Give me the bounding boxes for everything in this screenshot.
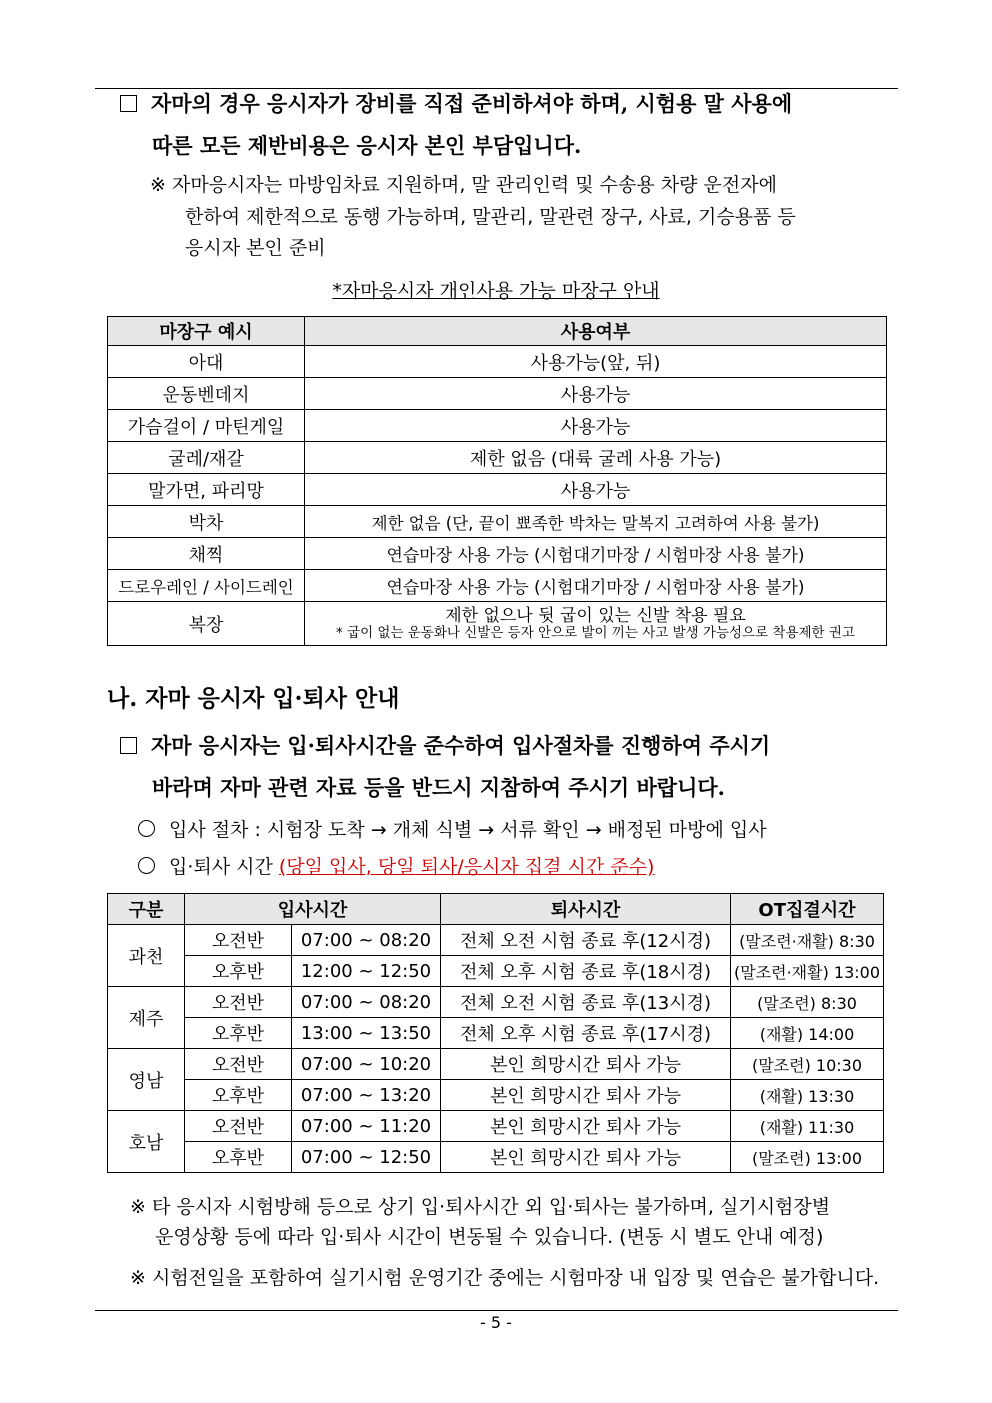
session-cell: 오후반 bbox=[185, 1142, 292, 1173]
exit-cell: 본인 희망시간 퇴사 가능 bbox=[441, 1142, 731, 1173]
table-row bbox=[108, 474, 887, 506]
table-row bbox=[108, 1142, 884, 1173]
table1-caption: *자마응시자 개인사용 가능 마장구 안내 bbox=[332, 280, 660, 302]
entry-cell: 13:00 ~ 13:50 bbox=[292, 1018, 441, 1049]
header-entry: 입사시간 bbox=[185, 894, 441, 925]
para1-note-line3: 응시자 본인 준비 bbox=[185, 237, 326, 259]
entry-exit-table bbox=[107, 893, 884, 1173]
ot-cell: (말조련) 13:00 bbox=[731, 1142, 884, 1173]
note-line2: 운영상황 등에 따라 입·퇴사 시간이 변동될 수 있습니다. (변동 시 별도 안내 예정) bbox=[155, 1226, 824, 1248]
para1-note-line2: 한하여 제한적으로 동행 가능하며, 말관리, 말관련 장구, 사료, 기승용품 등 bbox=[185, 206, 796, 228]
exit-cell: 본인 희망시간 퇴사 가능 bbox=[441, 1080, 731, 1111]
para1-note-line1: ※ 자마응시자는 마방임차료 지원하며, 말 관리인력 및 수송용 차량 운전자에 bbox=[150, 174, 777, 196]
circle-bullet-icon bbox=[138, 857, 155, 874]
table-row bbox=[108, 378, 887, 410]
usage-cell: 제한 없음 (단, 끝이 뾰족한 박차는 말복지 고려하여 사용 불가) bbox=[305, 506, 887, 538]
item-cell: 굴레/재갈 bbox=[108, 442, 305, 474]
table-row bbox=[108, 602, 887, 646]
exit-cell: 본인 희망시간 퇴사 가능 bbox=[441, 1111, 731, 1142]
table-row bbox=[108, 1018, 884, 1049]
usage-cell: 사용가능(앞, 뒤) bbox=[305, 346, 887, 378]
section-line2: 바라며 자마 관련 자료 등을 반드시 지참하여 주시기 바랍니다. bbox=[152, 775, 725, 800]
usage-cell: 사용가능 bbox=[305, 378, 887, 410]
header-region: 구분 bbox=[108, 894, 185, 925]
circle-bullet-icon bbox=[138, 820, 155, 837]
table-row bbox=[108, 410, 887, 442]
ot-cell: (재활) 14:00 bbox=[731, 1018, 884, 1049]
usage-cell: 사용가능 bbox=[305, 410, 887, 442]
exit-cell: 전체 오후 시험 종료 후(17시경) bbox=[441, 1018, 731, 1049]
session-cell: 오후반 bbox=[185, 1080, 292, 1111]
exit-cell: 전체 오후 시험 종료 후(18시경) bbox=[441, 956, 731, 987]
session-cell: 오전반 bbox=[185, 1049, 292, 1080]
para1-line2: 따른 모든 제반비용은 응시자 본인 부담입니다. bbox=[152, 133, 582, 158]
section-title: 나. 자마 응시자 입·퇴사 안내 bbox=[107, 685, 400, 712]
table-row bbox=[108, 1080, 884, 1111]
usage-cell: 제한 없음 (대륙 굴레 사용 가능) bbox=[305, 442, 887, 474]
header-exit: 퇴사시간 bbox=[441, 894, 731, 925]
entry-cell: 12:00 ~ 12:50 bbox=[292, 956, 441, 987]
ot-cell: (재활) 11:30 bbox=[731, 1111, 884, 1142]
session-cell: 오전반 bbox=[185, 925, 292, 956]
bullet-entry-exit-time: 입·퇴사 시간 (당일 입사, 당일 퇴사/응시자 집결 시간 준수) bbox=[138, 852, 654, 879]
exit-cell: 본인 희망시간 퇴사 가능 bbox=[441, 1049, 731, 1080]
usage-note: * 굽이 없는 운동화나 신발은 등자 안으로 발이 끼는 사고 발생 가능성으로 착용제한 권고 bbox=[336, 625, 855, 641]
entry-cell: 07:00 ~ 13:20 bbox=[292, 1080, 441, 1111]
note-line3: ※ 시험전일을 포함하여 실기시험 운영기간 중에는 시험마장 내 입장 및 연습은 불가합니다. bbox=[130, 1267, 880, 1289]
ot-cell: (말조련·재활) 13:00 bbox=[731, 956, 884, 987]
bottom-rule bbox=[95, 1310, 898, 1311]
checkbox-square-icon bbox=[120, 95, 137, 112]
item-cell: 말가면, 파리망 bbox=[108, 474, 305, 506]
entry-cell: 07:00 ~ 08:20 bbox=[292, 987, 441, 1018]
table-row bbox=[108, 925, 884, 956]
entry-cell: 07:00 ~ 11:20 bbox=[292, 1111, 441, 1142]
section-line1: 자마 응시자는 입·퇴사시간을 준수하여 입사절차를 진행하여 주시기 bbox=[120, 730, 770, 760]
checkbox-square-icon bbox=[120, 737, 137, 754]
exit-cell: 전체 오전 시험 종료 후(12시경) bbox=[441, 925, 731, 956]
region-cell: 과천 bbox=[108, 925, 185, 987]
table-row bbox=[108, 538, 887, 570]
usage-cell: 연습마장 사용 가능 (시험대기마장 / 시험마장 사용 불가) bbox=[305, 538, 887, 570]
item-cell: 아대 bbox=[108, 346, 305, 378]
entry-cell: 07:00 ~ 08:20 bbox=[292, 925, 441, 956]
note-line1: ※ 타 응시자 시험방해 등으로 상기 입·퇴사시간 외 입·퇴사는 불가하며, 실기시험장별 bbox=[130, 1196, 831, 1218]
session-cell: 오전반 bbox=[185, 1111, 292, 1142]
item-cell: 채찍 bbox=[108, 538, 305, 570]
equipment-table bbox=[107, 316, 887, 646]
session-cell: 오후반 bbox=[185, 956, 292, 987]
page-number: - 5 - bbox=[480, 1313, 512, 1332]
entry-cell: 07:00 ~ 10:20 bbox=[292, 1049, 441, 1080]
table-row bbox=[108, 346, 887, 378]
ot-cell: (재활) 13:30 bbox=[731, 1080, 884, 1111]
item-cell: 복장 bbox=[108, 602, 305, 646]
exit-cell: 전체 오전 시험 종료 후(13시경) bbox=[441, 987, 731, 1018]
table-row bbox=[108, 1049, 884, 1080]
table-row bbox=[108, 442, 887, 474]
region-cell: 제주 bbox=[108, 987, 185, 1049]
session-cell: 오후반 bbox=[185, 1018, 292, 1049]
ot-cell: (말조련) 10:30 bbox=[731, 1049, 884, 1080]
header-item: 마장구 예시 bbox=[108, 317, 305, 346]
bullet-entry-procedure: 입사 절차 : 시험장 도착 → 개체 식별 → 서류 확인 → 배정된 마방에 입사 bbox=[138, 815, 767, 842]
ot-cell: (말조련) 8:30 bbox=[731, 987, 884, 1018]
header-usage: 사용여부 bbox=[305, 317, 887, 346]
table-row bbox=[108, 1111, 884, 1142]
region-cell: 영남 bbox=[108, 1049, 185, 1111]
entry-cell: 07:00 ~ 12:50 bbox=[292, 1142, 441, 1173]
item-cell: 드로우레인 / 사이드레인 bbox=[108, 570, 305, 602]
table-row bbox=[108, 956, 884, 987]
usage-cell bbox=[305, 602, 887, 646]
usage-cell: 사용가능 bbox=[305, 474, 887, 506]
table-header-row bbox=[108, 317, 887, 346]
table-row bbox=[108, 987, 884, 1018]
usage-text: 제한 없으나 뒷 굽이 있는 신발 착용 필요 bbox=[445, 606, 746, 626]
item-cell: 가슴걸이 / 마틴게일 bbox=[108, 410, 305, 442]
region-cell: 호남 bbox=[108, 1111, 185, 1173]
ot-cell: (말조련·재활) 8:30 bbox=[731, 925, 884, 956]
table-row bbox=[108, 570, 887, 602]
usage-cell: 연습마장 사용 가능 (시험대기마장 / 시험마장 사용 불가) bbox=[305, 570, 887, 602]
item-cell: 박차 bbox=[108, 506, 305, 538]
time-rule-highlight: (당일 입사, 당일 퇴사/응시자 집결 시간 준수) bbox=[278, 856, 655, 878]
table-row bbox=[108, 506, 887, 538]
session-cell: 오전반 bbox=[185, 987, 292, 1018]
table-header-row bbox=[108, 894, 884, 925]
para1-line1: 자마의 경우 응시자가 장비를 직접 준비하셔야 하며, 시험용 말 사용에 bbox=[120, 88, 792, 118]
header-ot: OT집결시간 bbox=[731, 894, 884, 925]
item-cell: 운동벤데지 bbox=[108, 378, 305, 410]
